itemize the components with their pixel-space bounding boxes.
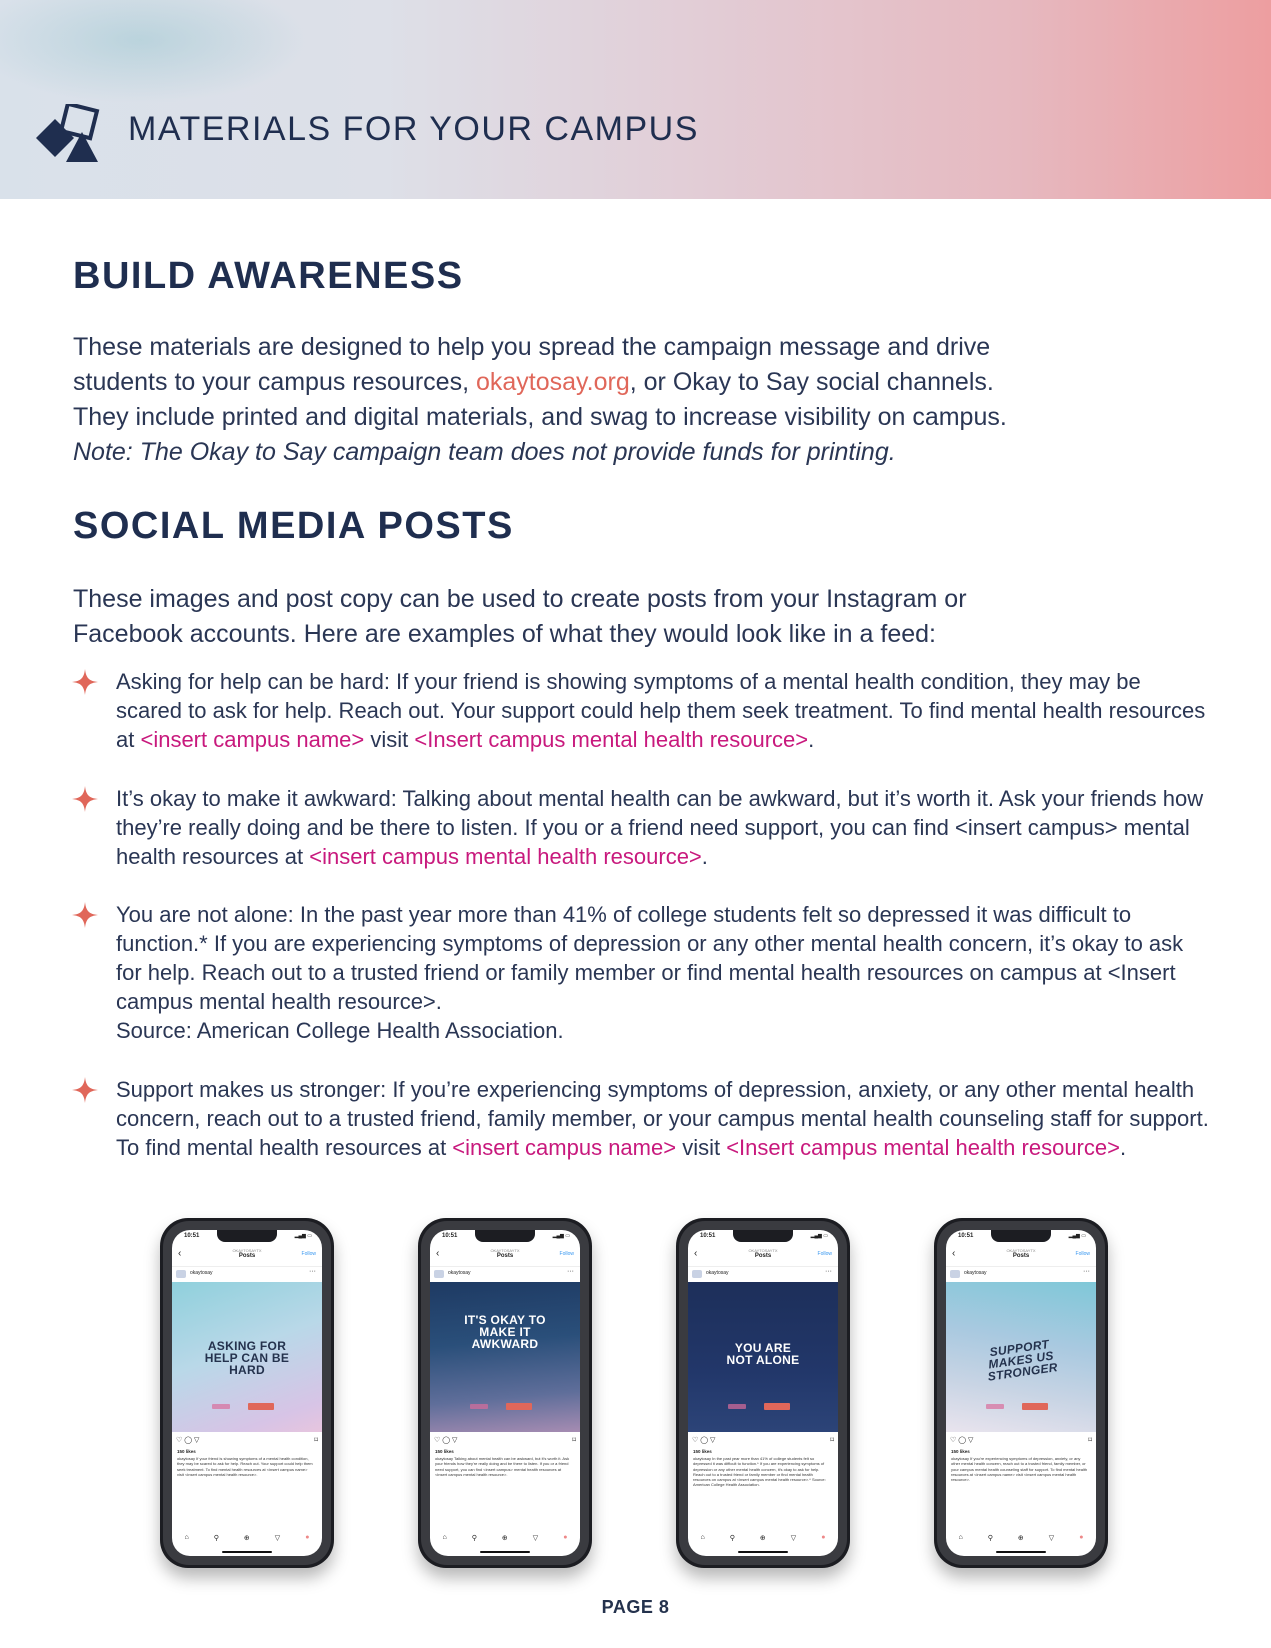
post-copy-bullet (72, 900, 1212, 1045)
home-icon[interactable]: ⌂ (700, 1534, 705, 1541)
search-icon[interactable]: ⚲ (471, 1535, 477, 1542)
account-name: OKAYTOSAYTX (490, 1248, 520, 1253)
post-caption: okaytosay If your friend is showing symptoms of a mental health condition, they may be scared to ask for help. Reach out. Your support could help them seek treatment. To find mental health resources at <insert campus name> visit <insert campus mental health resource>. (177, 1456, 313, 1477)
intro-line-2-post: , or Okay to Say social channels. (629, 368, 994, 396)
back-icon[interactable]: ‹ (952, 1248, 956, 1259)
profile-icon[interactable]: ● (563, 1534, 568, 1541)
post-image (172, 1282, 322, 1432)
activity-icon[interactable]: ▽ (532, 1535, 539, 1542)
post-caption: okaytosay Talking about mental health can be awkward, but it's worth it. Ask your friends how they're really doing and be there to listen. If you or a friend need support, you can find <insert campus> mental health resources at <insert campus mental health resource>. (435, 1456, 570, 1477)
search-icon[interactable]: ⚲ (729, 1535, 735, 1542)
username: okaytosay (706, 1270, 729, 1276)
bookmark-icon[interactable]: ⌑ (572, 1437, 576, 1444)
bookmark-icon[interactable]: ⌑ (830, 1437, 834, 1444)
home-icon[interactable]: ⌂ (442, 1534, 447, 1541)
account-name: OKAYTOSAYTX (748, 1248, 778, 1253)
post-actions[interactable]: ♡ ◯ ▽ ⌑ (434, 1437, 576, 1444)
build-awareness-heading: BUILD AWARENESS (73, 255, 464, 297)
post-actions[interactable]: ♡ ◯ ▽ ⌑ (692, 1437, 834, 1444)
account-name: OKAYTOSAYTX (232, 1248, 262, 1253)
add-icon[interactable]: ⊕ (1017, 1535, 1024, 1542)
avatar (434, 1270, 444, 1278)
post-image-text: ASKING FOR HELP CAN BE HARD (204, 1339, 290, 1377)
sparkle-icon (72, 1077, 98, 1103)
post-image-text: YOU ARE NOT ALONE (726, 1341, 800, 1367)
tab-bar (172, 1534, 322, 1546)
campus-name-placeholder: <insert campus name> (140, 727, 365, 752)
tab-bar (688, 1534, 838, 1546)
post-actions[interactable]: ♡ ◯ ▽ ⌑ (176, 1437, 318, 1444)
more-icon[interactable]: ··· (825, 1268, 832, 1275)
post-copy-bullet (72, 784, 1212, 871)
posts-title: Posts (496, 1253, 514, 1259)
avatar (176, 1270, 186, 1278)
post-copy-bullet (72, 1075, 1212, 1162)
home-icon[interactable]: ⌂ (958, 1534, 963, 1541)
profile-icon[interactable]: ● (821, 1534, 826, 1541)
profile-icon[interactable]: ● (305, 1534, 310, 1541)
campus-resource-placeholder: <Insert campus mental health resource> (726, 1135, 1120, 1160)
intro-line-1: These materials are designed to help you spread the campaign message and drive (73, 333, 991, 361)
social-media-intro (73, 582, 1203, 652)
posts-title: Posts (1012, 1253, 1030, 1259)
search-icon[interactable]: ⚲ (987, 1535, 993, 1542)
search-icon[interactable]: ⚲ (213, 1535, 219, 1542)
bookmark-icon[interactable]: ⌑ (1088, 1437, 1092, 1444)
more-icon[interactable]: ··· (309, 1268, 316, 1275)
add-icon[interactable]: ⊕ (243, 1535, 250, 1542)
post-image (430, 1282, 580, 1432)
signal-battery-icon: ▂▄▆ ▭ (552, 1233, 570, 1239)
account-name: OKAYTOSAYTX (1006, 1248, 1036, 1253)
back-icon[interactable]: ‹ (694, 1248, 698, 1259)
activity-icon[interactable]: ▽ (1048, 1535, 1055, 1542)
bookmark-icon[interactable]: ⌑ (314, 1437, 318, 1444)
status-time: 10:51 (700, 1233, 716, 1239)
bullet-1-mid: visit (364, 727, 415, 752)
intro-line-2-pre: students to your campus resources, (73, 368, 476, 396)
posts-title: Posts (754, 1253, 772, 1259)
bullet-2-end: . (701, 844, 708, 869)
bullet-3-text: You are not alone: In the past year more than 41% of college students felt so depressed it was difficult to function.* If you are experiencing symptoms of depression or any other mental health concern, it’s okay to ask for help. Reach out to a trusted friend or family member or find mental health resources on campus at <Insert campus mental health resource>. (116, 902, 1184, 1014)
build-awareness-paragraph (73, 330, 1203, 470)
page-number: PAGE 8 (601, 1597, 670, 1617)
social-intro-line-1: These images and post copy can be used to create posts from your Instagram or (73, 585, 967, 613)
post-caption: okaytosay If you're experiencing symptoms of depression, anxiety, or any other mental health concern, reach out to a trusted friend, family member, or your campus mental health counseling staff for support. To find mental health resources at <insert campus name> visit <insert campus mental health resource>. (951, 1456, 1088, 1483)
post-image-text: SUPPORT MAKES US STRONGER (986, 1337, 1059, 1384)
bullet-2-text: It’s okay to make it awkward: Talking about mental health can be awkward, but it’s worth it. Ask your friends how they’re really doing and be there to listen. If you or a friend need support, you can find <insert campus> mental health resources at (116, 786, 1204, 869)
phone-mockup (160, 1218, 334, 1568)
campaign-logos (470, 1402, 540, 1412)
post-actions[interactable]: ♡ ◯ ▽ ⌑ (950, 1437, 1092, 1444)
campus-resource-placeholder: <insert campus mental health resource> (309, 844, 702, 869)
add-icon[interactable]: ⊕ (501, 1535, 508, 1542)
bullet-4-mid: visit (676, 1135, 727, 1160)
instagram-screen (688, 1230, 838, 1556)
add-icon[interactable]: ⊕ (759, 1535, 766, 1542)
campaign-logos (212, 1402, 282, 1412)
status-time: 10:51 (184, 1233, 200, 1239)
signal-battery-icon: ▂▄▆ ▭ (1068, 1233, 1086, 1239)
username: okaytosay (964, 1270, 987, 1276)
tab-bar (430, 1534, 580, 1546)
tab-bar (946, 1534, 1096, 1546)
status-time: 10:51 (958, 1233, 974, 1239)
home-icon[interactable]: ⌂ (184, 1534, 189, 1541)
status-time: 10:51 (442, 1233, 458, 1239)
social-media-heading: SOCIAL MEDIA POSTS (73, 505, 514, 547)
campus-resource-placeholder: <Insert campus mental health resource> (414, 727, 809, 752)
sparkle-icon (72, 902, 98, 928)
bullet-3-source: Source: American College Health Association. (116, 1018, 564, 1043)
post-copy-bullet (72, 667, 1212, 754)
likes-count: 150 likes (435, 1449, 454, 1454)
shapes-logo-icon (36, 104, 104, 162)
follow-button[interactable]: Follow (1075, 1251, 1090, 1257)
posts-title: Posts (238, 1253, 256, 1259)
username: okaytosay (190, 1270, 213, 1276)
intro-line-3: They include printed and digital materials, and swag to increase visibility on campus. (73, 403, 1007, 431)
bullet-4-end: . (1119, 1135, 1127, 1160)
likes-count: 150 likes (177, 1449, 196, 1454)
social-intro-line-2: Facebook accounts. Here are examples of what they would look like in a feed: (73, 620, 936, 648)
printing-note: Note: The Okay to Say campaign team does not provide funds for printing. (73, 438, 896, 466)
username: okaytosay (448, 1270, 471, 1276)
campaign-logos (986, 1402, 1056, 1412)
header-title: MATERIALS FOR YOUR CAMPUS (128, 110, 699, 148)
post-caption: okaytosay In the past year more than 41% of college students felt so depressed it was difficult to function.* If you are experiencing symptoms of depression or any other mental health concern, it's okay to ask for help. Reach out to a trusted friend or family member or find mental health resources on campus at <insert campus mental health resource>.* Source: American College Health Association. (693, 1456, 826, 1488)
avatar (692, 1270, 702, 1278)
instagram-screen (430, 1230, 580, 1556)
likes-count: 150 likes (951, 1449, 970, 1454)
phone-mockup (934, 1218, 1108, 1568)
post-image (946, 1282, 1096, 1432)
back-icon[interactable]: ‹ (178, 1248, 182, 1259)
bullet-1-text: Asking for help can be hard: If your friend is showing symptoms of a mental health condition, they may be scared to ask for help. Reach out. Your support could help them seek treatment. To find mental health resources at (116, 669, 1206, 752)
campus-name-placeholder: <insert campus name> (452, 1135, 677, 1160)
more-icon[interactable]: ··· (567, 1268, 574, 1275)
signal-battery-icon: ▂▄▆ ▭ (810, 1233, 828, 1239)
avatar (950, 1270, 960, 1278)
signal-battery-icon: ▂▄▆ ▭ (294, 1233, 312, 1239)
likes-count: 150 likes (693, 1449, 712, 1454)
phone-mockups (0, 1218, 1271, 1578)
instagram-screen (172, 1230, 322, 1556)
follow-button[interactable]: Follow (301, 1251, 316, 1257)
back-icon[interactable]: ‹ (436, 1248, 440, 1259)
post-image (688, 1282, 838, 1432)
follow-button[interactable]: Follow (559, 1251, 574, 1257)
activity-icon[interactable]: ▽ (274, 1535, 281, 1542)
bullet-4-text: Support makes us stronger: If you’re experiencing symptoms of depression, anxiety, or any other mental health concern, reach out to a trusted friend, family member, or your campus mental health counseling staff for support. To find mental health resources at (116, 1077, 1209, 1160)
profile-icon[interactable]: ● (1079, 1534, 1084, 1541)
sparkle-icon (72, 786, 98, 812)
phone-mockup (676, 1218, 850, 1568)
okaytosay-link[interactable]: okaytosay.org (475, 368, 630, 396)
more-icon[interactable]: ··· (1083, 1268, 1090, 1275)
campaign-logos (728, 1402, 798, 1412)
bullet-1-end: . (808, 727, 815, 752)
phone-mockup (418, 1218, 592, 1568)
follow-button[interactable]: Follow (817, 1251, 832, 1257)
activity-icon[interactable]: ▽ (790, 1535, 797, 1542)
page-header (0, 0, 1271, 199)
instagram-screen (946, 1230, 1096, 1556)
sparkle-icon (72, 669, 98, 695)
post-image-text: IT'S OKAY TO MAKE IT AWKWARD (464, 1313, 546, 1351)
